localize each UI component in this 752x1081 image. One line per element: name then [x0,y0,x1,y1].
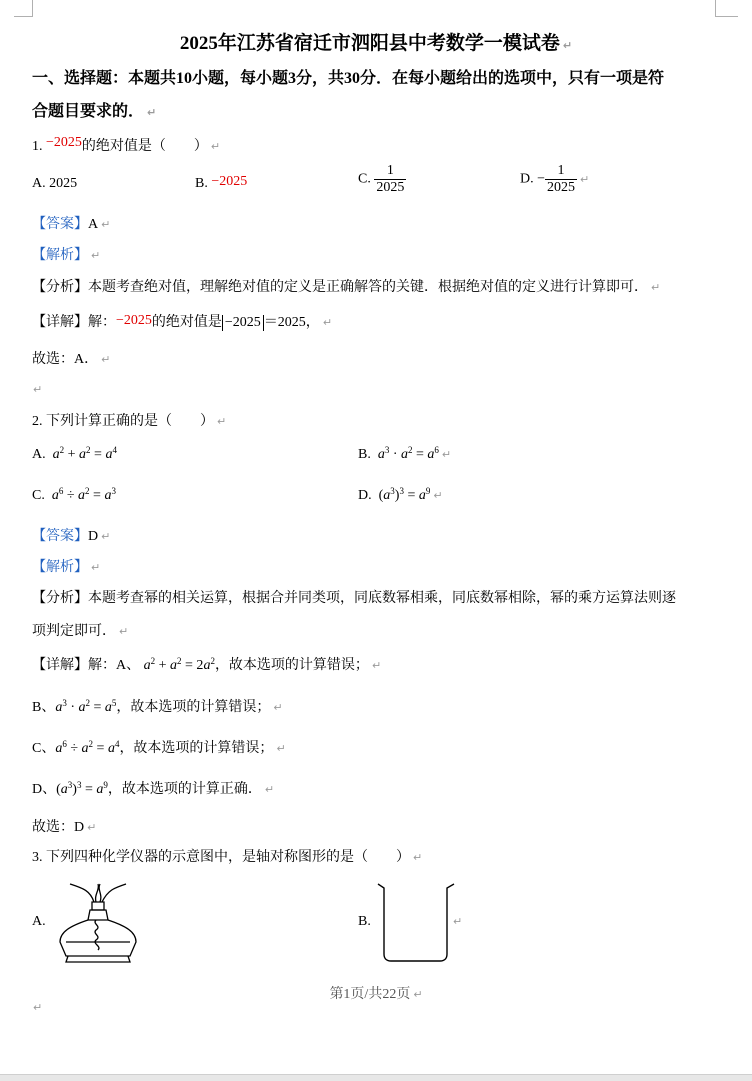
q2-fenxi-line2: 项判定即可． ↵ [32,624,129,639]
q1-option-d: D. − $\frac{1}{2025}$ ↵ [520,163,590,195]
q2-analysis-tag: 【解析】 ↵ [32,560,101,575]
page-title: 2025年江苏省宿迁市泗阳县中考数学一模试卷 ↵ [179,33,573,54]
q3-option-b-label: B. [358,914,371,929]
section-heading-line2: 合题目要求的． ↵ [32,103,157,120]
q2-detail-d: D、$(a^3)^3 = a^9$，故本选项的计算正确． ↵ [32,780,275,797]
q1-option-c-fraction: $\frac{1}{2025}$ [376,163,405,195]
beaker-icon [374,880,463,964]
q2-answer: 【答案】D ↵ [32,529,111,544]
q1-answer: 【答案】A ↵ [32,217,111,232]
q1-option-a: A. 2025 [32,176,78,191]
paragraph-mark: ↵ [33,383,43,396]
question-1-stem: 1. −2025的绝对值是（ ） ↵ [32,135,221,154]
paragraph-mark: ↵ [453,915,463,928]
question-2-stem: 2. 下列计算正确的是（ ） ↵ [32,414,227,429]
page-bottom-edge [0,1074,752,1081]
q2-option-d: D. $(a^3)^3 = a^9$ ↵ [358,486,443,503]
q1-expression: −2025 [46,135,82,150]
q1-option-b: B. −2025 [195,174,248,191]
paragraph-mark: ↵ [33,1001,43,1014]
q1-analysis-tag: 【解析】 ↵ [32,248,101,263]
page-corner-mark-right [715,0,738,17]
page-footer: 第1页/共22页 ↵ [329,987,423,1002]
q2-detail-b: B、$a^3 \cdot a^2 = a^5$，故本选项的计算错误； ↵ [32,698,283,715]
q2-option-b: B. $a^3 \cdot a^2 = a^6$ ↵ [358,445,452,462]
q1-fenxi: 【分析】本题考查绝对值，理解绝对值的定义是正确解答的关键．根据绝对值的定义进行计算即可． ↵ [32,280,661,295]
q3-option-a-label: A. [32,914,46,929]
q2-conclusion: 故选：D ↵ [32,820,97,835]
section-heading-line1: 一、选择题：本题共10小题，每小题3分，共30分．在每小题给出的选项中，只有一项是符 [32,70,665,87]
q1-conclusion: 故选：A． ↵ [32,352,111,367]
page-corner-mark-left [14,0,33,17]
q1-detail: 【详解】解：−2025的绝对值是 −2025 ＝2025， ↵ [32,313,333,330]
question-3-stem: 3. 下列四种化学仪器的示意图中，是轴对称图形的是（ ） ↵ [32,850,423,865]
q2-option-c: C. $a^6 \div a^2 = a^3$ [32,486,116,503]
q2-option-a: A. $a^2 + a^2 = a^4$ [32,445,117,462]
q1-option-c: C. $\frac{1}{2025}$ [358,163,405,195]
alcohol-lamp-icon [56,880,146,964]
q2-fenxi-line1: 【分析】本题考查幂的相关运算，根据合并同类项，同底数幂相乘，同底数幂相除，幂的乘方运算法则逐 [32,591,676,606]
q1-option-d-fraction: $\frac{1}{2025}$ [547,163,576,195]
q2-detail-a: 【详解】解：A、 $a^2 + a^2 = 2a^2$，故本选项的计算错误； ↵ [32,656,382,673]
q2-detail-c: C、$a^6 \div a^2 = a^4$，故本选项的计算错误； ↵ [32,739,286,756]
